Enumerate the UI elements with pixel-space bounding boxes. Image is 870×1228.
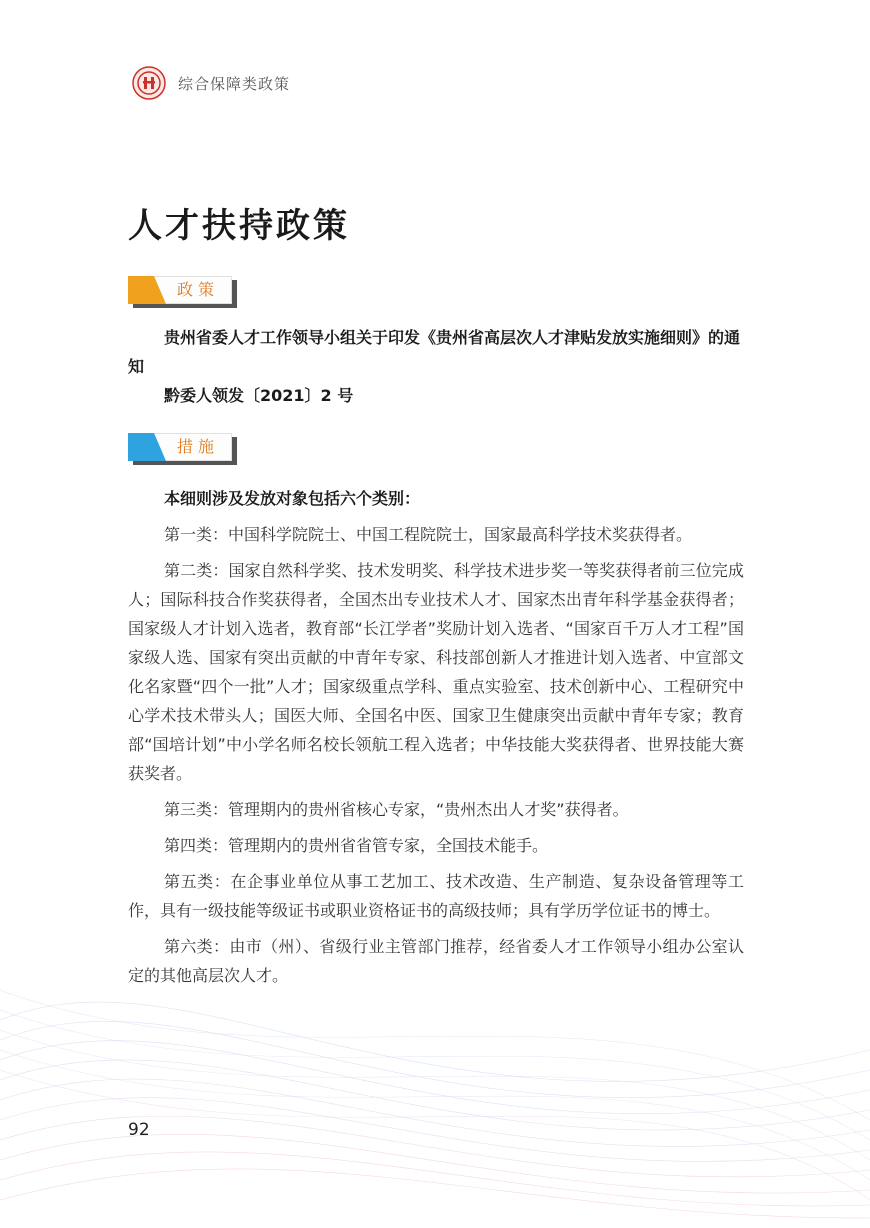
section-title: 综合保障类政策: [178, 74, 291, 93]
measures-tag: [128, 433, 236, 463]
policy-tag-label: 政策: [176, 280, 219, 299]
category-paragraph: 第六类：由市（州）、省级行业主管部门推荐，经省委人才工作领导小组办公室认定的其他高层次人才。: [128, 937, 744, 985]
page-number: 92: [128, 1120, 150, 1140]
policy-doc-number: 黔委人领发〔2021〕2 号: [164, 386, 354, 405]
policy-tag: [128, 276, 236, 306]
page-header: [132, 66, 290, 100]
category-paragraph: 第四类：管理期内的贵州省省管专家，全国技术能手。: [164, 836, 549, 855]
measures-tag-label: 措施: [176, 437, 219, 456]
policy-title: 贵州省委人才工作领导小组关于印发《贵州省高层次人才津贴发放实施细则》的通知: [128, 328, 741, 376]
decorative-waves: [0, 900, 870, 1228]
emblem-icon: [132, 66, 166, 100]
page-title: 人才扶持政策: [128, 206, 350, 246]
tag-accent: [128, 433, 154, 461]
content-lead: 本细则涉及发放对象包括六个类别：: [164, 489, 421, 508]
tag-accent: [128, 276, 154, 304]
category-paragraph: 第二类：国家自然科学奖、技术发明奖、科学技术进步奖一等奖获得者前三位完成人；国际科技合作奖获得者，全国杰出专业技术人才、国家杰出青年科学基金获得者；国家级人才计划入选者，教育部“长江学者”奖励计划入选者、“国家百千万人才工程”国家级人选、国家有突出贡献的中青年专家、科技部创新人才推进计划入选者、中宣部文化名家暨“四个一批”人才；国家级重点学科、重点实验室、技术创新中心、工程研究中心学术技术带头人；国医大师、全国名中医、国家卫生健康突出贡献中青年专家；教育部“国培计划”中小学名师名校长领航工程入选者；中华技能大奖获得者、世界技能大赛获奖者。: [128, 561, 744, 783]
category-paragraph: 第三类：管理期内的贵州省核心专家，“贵州杰出人才奖”获得者。: [164, 800, 629, 819]
category-paragraph: 第一类：中国科学院院士、中国工程院院士，国家最高科学技术奖获得者。: [164, 525, 693, 544]
policy-block: [128, 323, 744, 410]
category-paragraph: 第五类：在企事业单位从事工艺加工、技术改造、生产制造、复杂设备管理等工作，具有一级技能等级证书或职业资格证书的高级技师；具有学历学位证书的博士。: [128, 872, 744, 920]
